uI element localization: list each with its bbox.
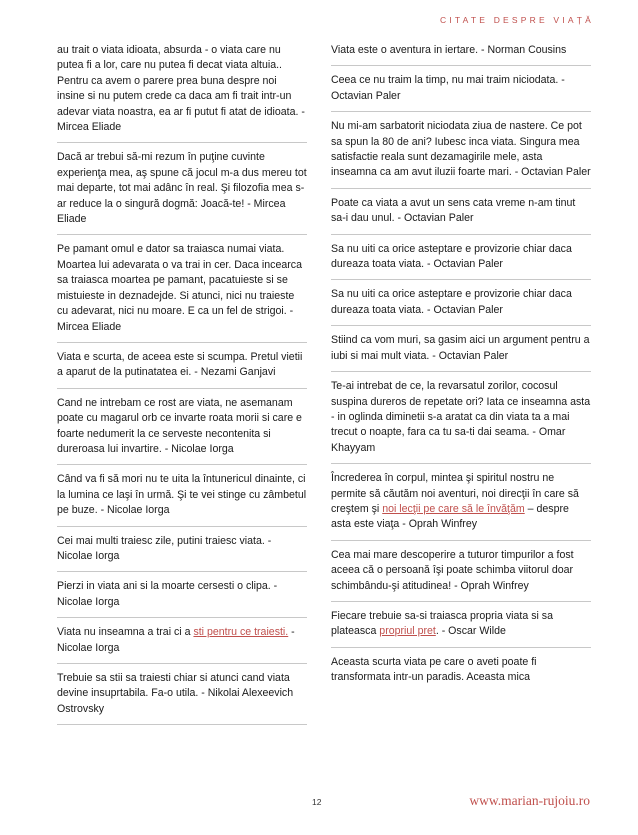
quote-item: Pe pamant omul e dator sa traiasca numai viata. Moartea lui adevarata o va trai in cer. Daca incearca sa traiasca moartea pe pamant, pacatuieste si se mistuieste in deznadejde. Si atunci, nici nu traieste cu adevarat, nici nu moare. E ca un fel de strigoi. - Mircea Eliade — [57, 242, 307, 342]
section-header: CITATE DESPRE VIAȚĂ — [439, 15, 594, 25]
quote-item: Stiind ca vom muri, sa gasim aici un argument pentru a iubi si mai mult viata. - Octavian Paler — [331, 333, 591, 372]
quote-text: Încrederea în corpul, mintea şi spiritul nostru ne permite să căutăm noi aventuri, noi direcţii în care să creştem şi — [331, 472, 579, 515]
left-column — [57, 43, 307, 732]
quote-item: Trebuie sa stii sa traiesti chiar si atunci cand viata devine insuprtabila. Fa-o utila. - Nikolai Alexeevich Ostrovsky — [57, 671, 307, 725]
quote-item: Ceea ce nu traim la timp, nu mai traim niciodata. - Octavian Paler — [331, 73, 591, 112]
quote-text: Fiecare trebuie sa-si traiasca propria viata si sa plateasca — [331, 609, 553, 638]
page-number: 12 — [312, 797, 322, 807]
quote-item: Sa nu uiti ca orice asteptare e provizorie chiar daca dureaza toata viata. - Octavian Paler — [331, 242, 591, 281]
quote-item — [331, 471, 591, 541]
quote-item: Aceasta scurta viata pe care o aveti poate fi transformata intr-un paradis. Aceasta mica — [331, 655, 537, 684]
right-column — [331, 43, 591, 700]
quote-item: Viata este o aventura in iertare. - Norman Cousins — [331, 43, 591, 66]
quote-item: au trait o viata idioata, absurda - o viata care nu putea fi a lor, care nu putea fi decat viata altuia.. Pentru ca avem o parere prea buna despre noi insine si nu putem crede ca daca am fi trait intr-un adevar viata noastra, ea ar fi putut fi atat de idioata. - Mircea Eliade — [57, 43, 307, 143]
quote-item: Poate ca viata a avut un sens cata vreme n-am tinut sa-i dau unul. - Octavian Paler — [331, 196, 591, 235]
quote-item: Când va fi să mori nu te uita la întunericul dinainte, ci la lumina ce laşi în urmă. Şi te vei stinge cu zâmbetul pe buze. - Nicolae Iorga — [57, 472, 307, 526]
quote-item: Pierzi in viata ani si la moarte cersesti o clipa. - Nicolae Iorga — [57, 579, 307, 618]
quote-item: Nu mi-am sarbatorit niciodata ziua de nastere. Ce pot sa spun la 80 de ani? Iubesc inca viata. Singura mea satisfactie reala sunt dezamagirile mele, asta inseamna ca am avut iluzii foarte mari. - Octavian Paler — [331, 119, 591, 189]
quote-item: Cea mai mare descoperire a tuturor timpurilor a fost aceea că o persoană îşi poate schimba viitorul doar schimbându-şi atitudinea! - Oprah Winfrey — [331, 548, 591, 602]
quote-item: Dacă ar trebui să-mi rezum în puţine cuvinte experienţa mea, aş spune că jocul m-a dus mereu tot mai departe, tot mai adânc în real. Şi filozofia mea s-ar reduce la o singură dogmă: Joacă-te! - Mircea Eliade — [57, 150, 307, 235]
quote-text: Viata nu inseamna a trai ci a — [57, 626, 194, 639]
quote-item: Te-ai intrebat de ce, la revarsatul zorilor, cocosul suspina dureros de repetate ori? Iata ce inseamna asta - in oglinda diminetii s-a aratat ca din viata ta a mai trecut o noapte, fara ca tu sa-ti dai seama. - Omar Khayyam — [331, 379, 591, 464]
quote-item: Sa nu uiti ca orice asteptare e provizorie chiar daca dureaza toata viata. - Octavian Paler — [331, 287, 591, 326]
quote-item: Cand ne intrebam ce rost are viata, ne asemanam poate cu magarul orb ce invarte roata morii si care e foarte nedumerit la ce serveste necontenita si dureroasa lui invartire. - Nicolae Iorga — [57, 396, 307, 466]
quote-author: – despre asta este viaţa - Oprah Winfrey — [331, 502, 569, 531]
quote-item — [331, 609, 591, 648]
quote-link[interactable]: propriul pret — [379, 625, 436, 638]
quote-author: . - Oscar Wilde — [435, 625, 506, 638]
quote-link[interactable]: noi lecţii pe care să le învăţăm — [382, 502, 525, 515]
quote-item: Cei mai multi traiesc zile, putini traiesc viata. - Nicolae Iorga — [57, 534, 307, 573]
quote-author: - Nicolae Iorga — [57, 626, 295, 654]
quote-item — [57, 625, 307, 664]
quote-item: Viata e scurta, de aceea este si scumpa. Pretul vietii a aparut de la putinatatea ei. - Nezami Ganjavi — [57, 350, 307, 389]
quote-link[interactable]: sti pentru ce traiesti. — [193, 626, 289, 639]
website-link[interactable]: www.marian-rujoiu.ro — [469, 793, 590, 808]
